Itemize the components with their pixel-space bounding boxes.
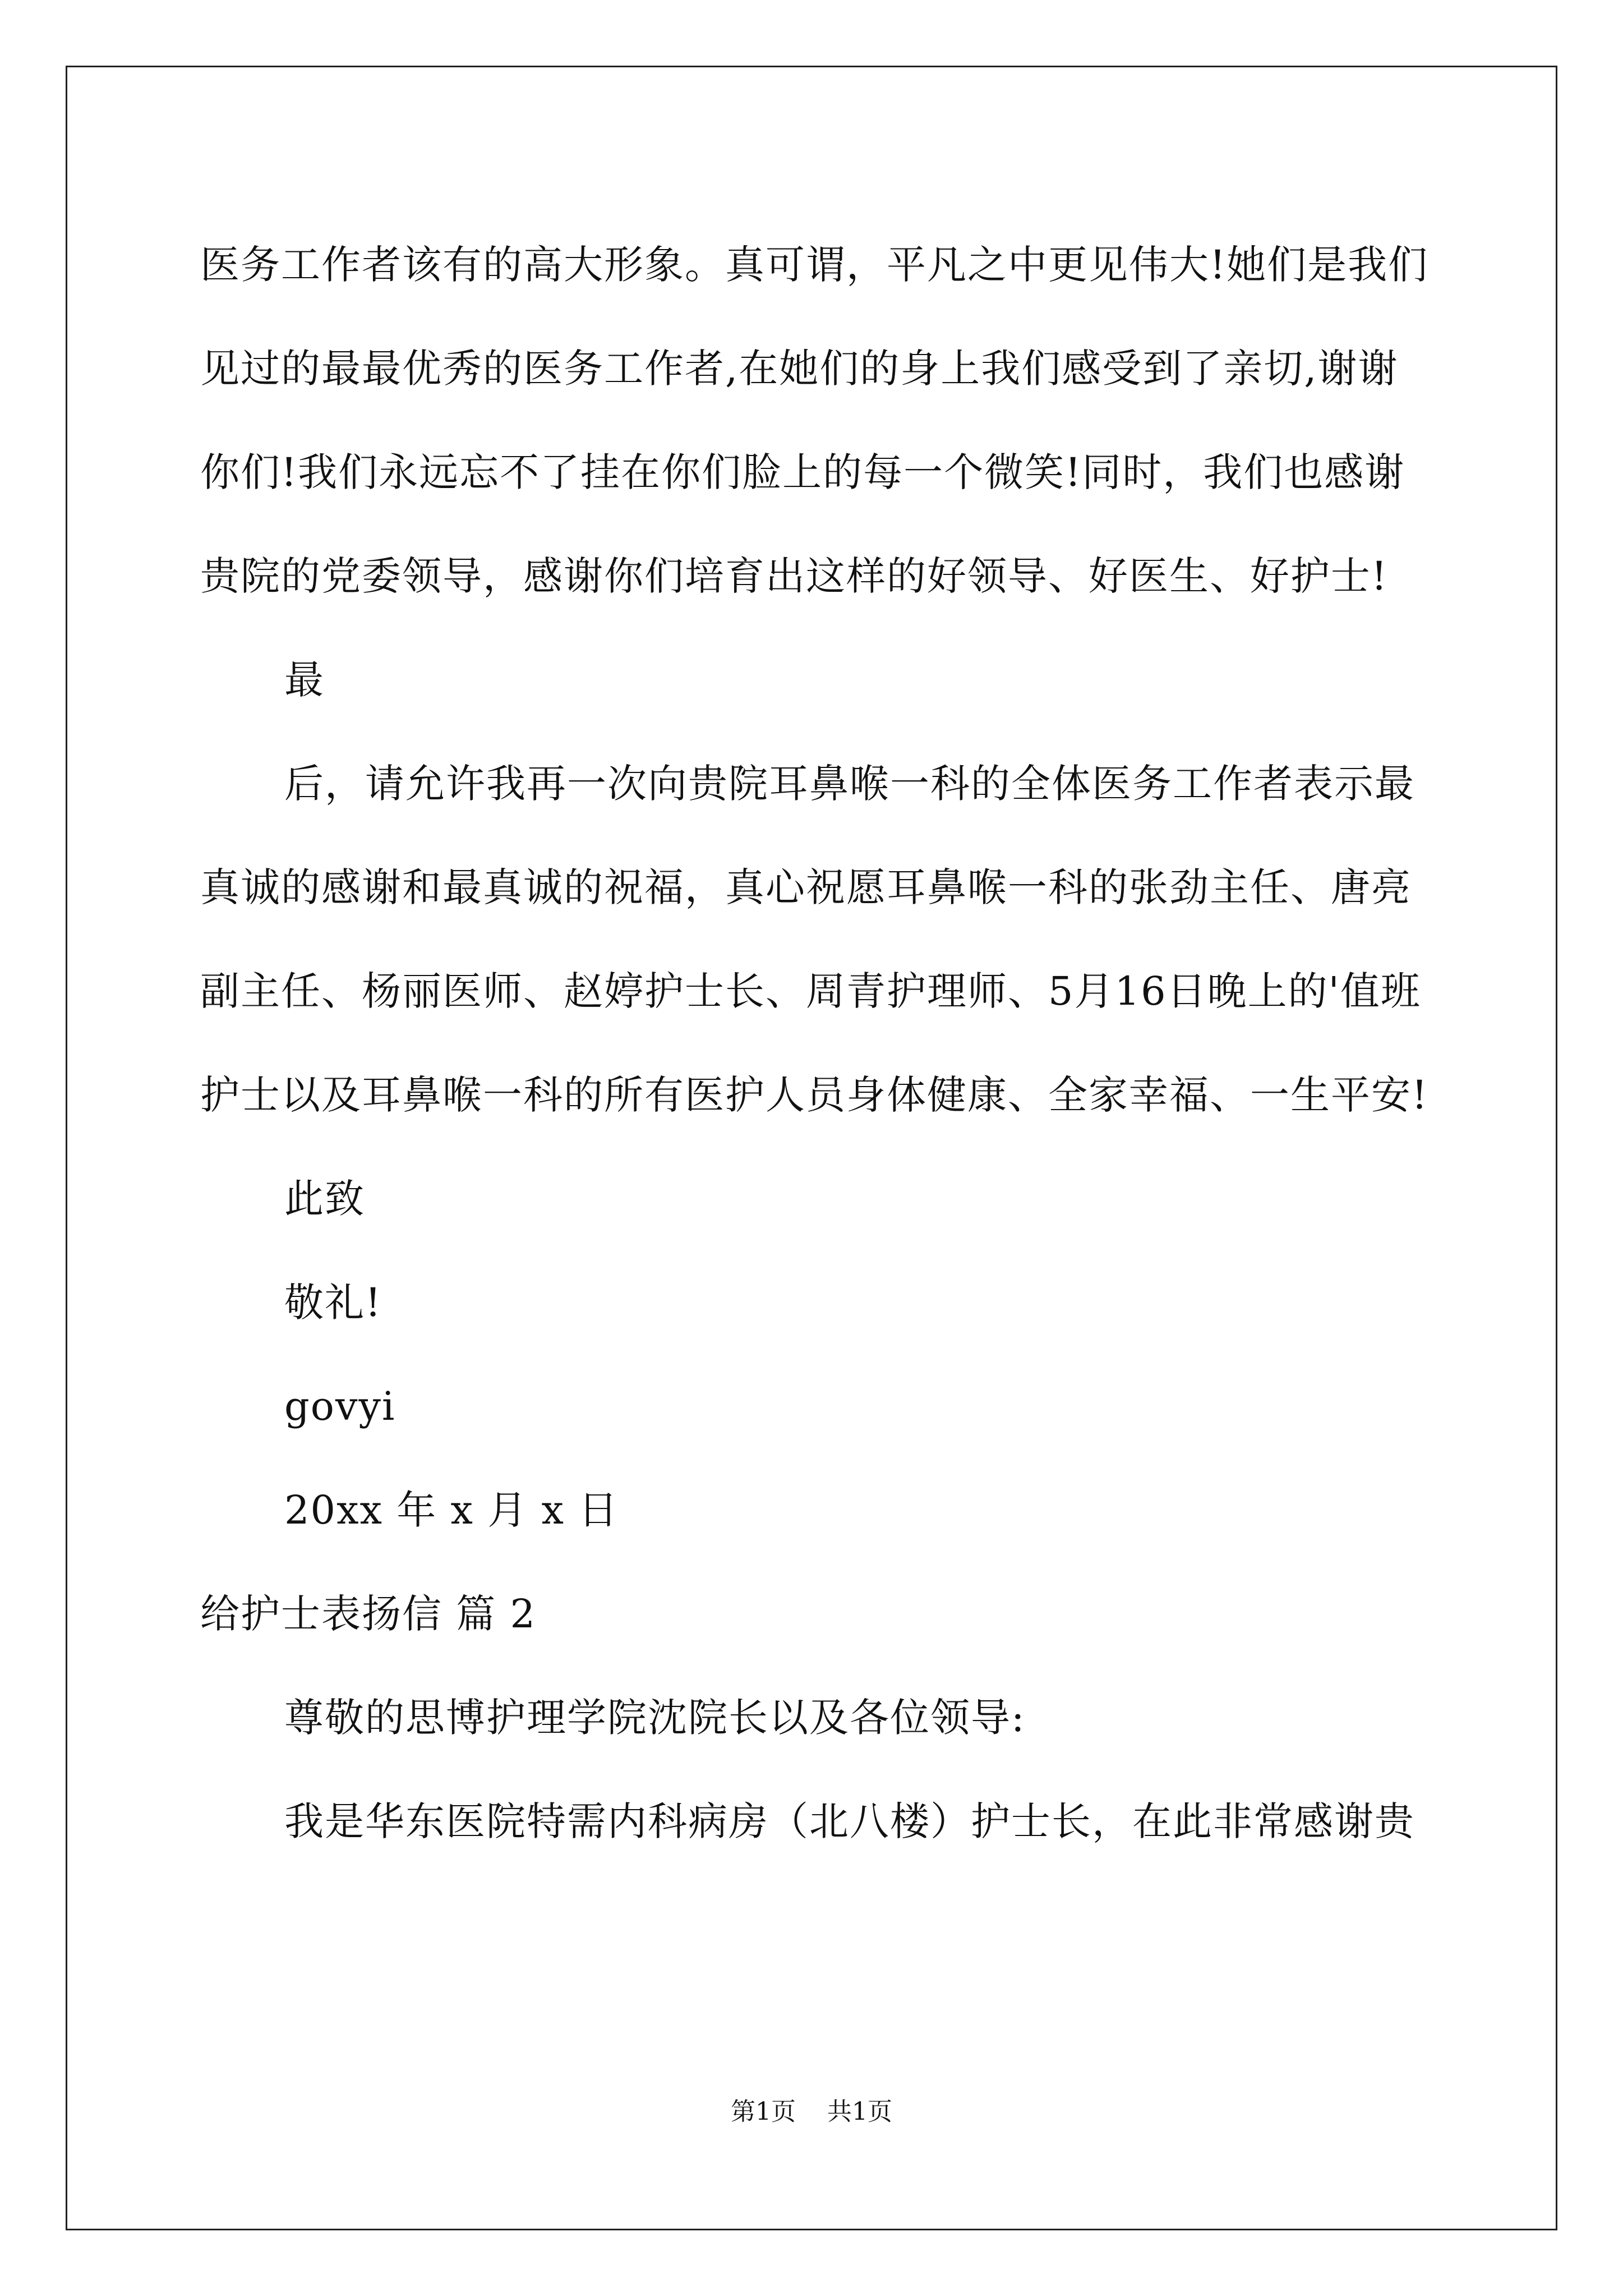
paragraph-closing-wishes: 后，请允许我再一次向贵院耳鼻喉一科的全体医务工作者表示最真诚的感谢和最真诚的祝福，真心祝愿耳鼻喉一科的张劲主任、唐亮副主任、杨丽医师、赵婷护士长、周青护理师、5月16日晚上的'值班护士以及耳鼻喉一科的所有医护人员身体健康、全家幸福、一生平安! — [200, 761, 1429, 1118]
paragraph-continued: 医务工作者该有的高大形象。真可谓，平凡之中更见伟大!她们是我们见过的最最优秀的医务工作者,在她们的身上我们感受到了亲切,谢谢你们!我们永远忘不了挂在你们脸上的每一个微笑!同时，我们也感谢贵院的党委领导，感谢你们培育出这样的好领导、好医生、好护士! — [200, 242, 1429, 599]
section-heading: 给护士表扬信 篇 2 — [200, 1591, 537, 1637]
salutation-cizhi: 此致 — [284, 1176, 365, 1222]
page-number-footer: 第1页 共1页 — [731, 2097, 892, 2126]
salutation-jingli: 敬礼! — [284, 1280, 382, 1326]
letter-opening: 我是华东医院特需内科病房（北八楼）护士长，在此非常感谢贵 — [284, 1798, 1415, 1844]
document-body — [200, 213, 1433, 1874]
signature-name: govyi — [284, 1383, 396, 1429]
letter-greeting: 尊敬的思博护理学院沈院长以及各位领导: — [284, 1695, 1026, 1741]
paragraph-fragment: 最 — [284, 657, 325, 703]
signature-date: 20xx 年 x 月 x 日 — [284, 1487, 619, 1533]
